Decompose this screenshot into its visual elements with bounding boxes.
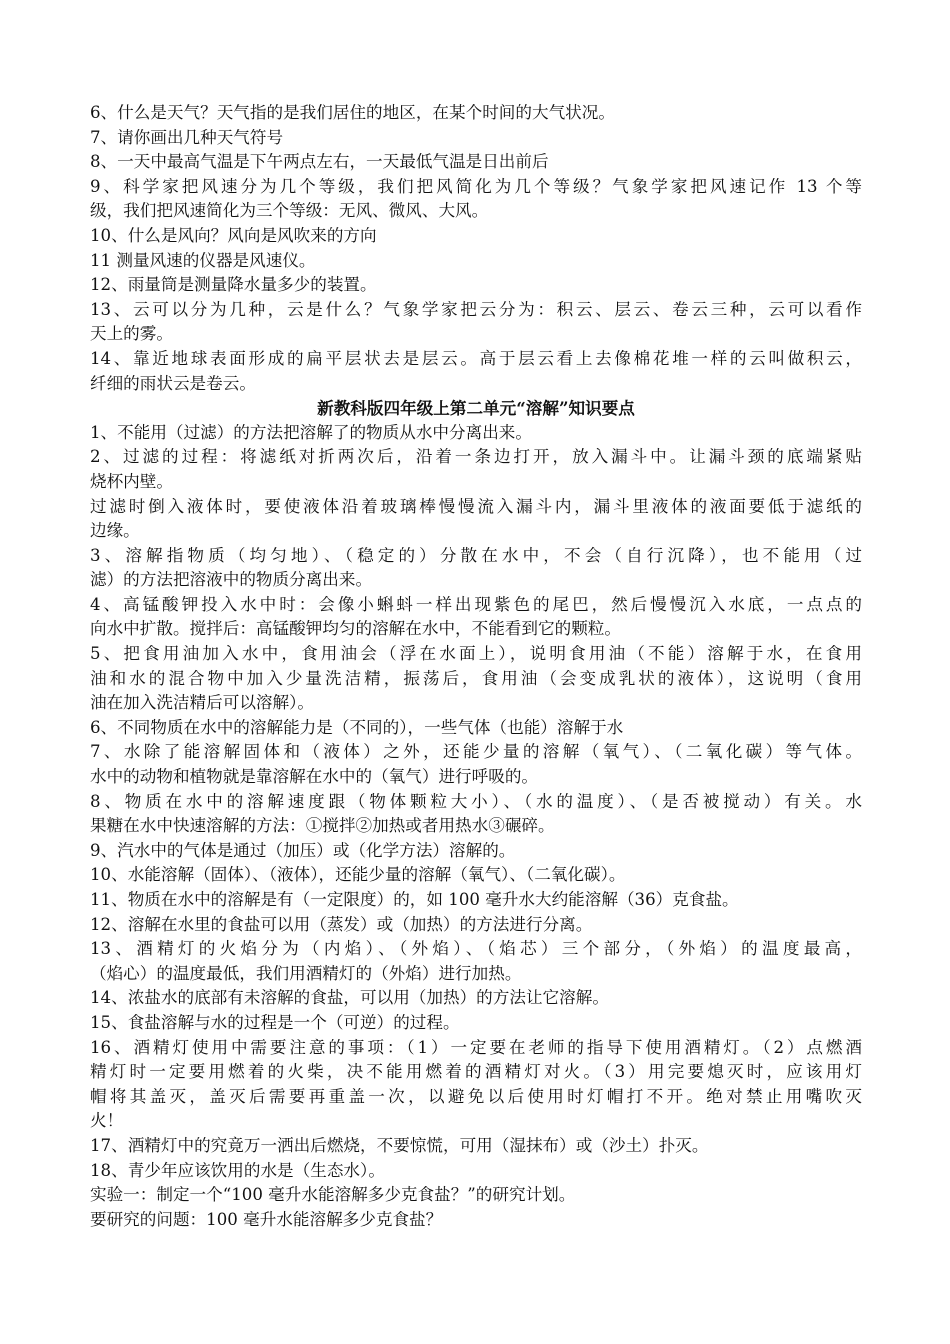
text-line: 纤细的雨状云是卷云。 <box>90 373 256 393</box>
text-line: 向水中扩散。搅拌后：高锰酸钾均匀的溶解在水中，不能看到它的颗粒。 <box>90 619 621 639</box>
text-line: 级，我们把风速简化为三个等级：无风、微风、大风。 <box>90 201 489 221</box>
text-line: 精灯时一定要用燃着的火柴，决不能用燃着的酒精灯对火。（3）用完要熄灭时，应该用灯 <box>90 1062 862 1082</box>
text-line: 11、物质在水中的溶解是有（一定限度）的，如 100 毫升水大约能溶解（36）克食盐。 <box>90 890 739 909</box>
text-line: 水中的动物和植物就是靠溶解在水中的（氧气）进行呼吸的。 <box>90 767 539 787</box>
text-line: （焰心）的温度最低，我们用酒精灯的（外焰）进行加热。 <box>90 963 522 983</box>
text-line: 烧杯内壁。 <box>90 471 173 491</box>
text-line: 15、食盐溶解与水的过程是一个（可逆）的过程。 <box>90 1012 460 1032</box>
text-line: 1、不能用（过滤）的方法把溶解了的物质从水中分离出来。 <box>90 422 532 442</box>
text-line: 7、水除了能溶解固体和（液体）之外，还能少量的溶解（氧气）、（二氧化碳）等气体。 <box>90 742 862 762</box>
text-line: 16、酒精灯使用中需要注意的事项：（1）一定要在老师的指导下使用酒精灯。（2）点燃酒 <box>90 1037 862 1057</box>
text-line: 6、什么是天气？天气指的是我们居住的地区，在某个时间的大气状况。 <box>90 103 615 122</box>
text-line: 果糖在水中快速溶解的方法：①搅拌②加热或者用热水③碾碎。 <box>90 816 555 836</box>
text-line: 实验一：制定一个“100 毫升水能溶解多少克食盐？”的研究计划。 <box>90 1185 576 1205</box>
text-line: 2、过滤的过程：将滤纸对折两次后，沿着一条边打开，放入漏斗中。让漏斗颈的底端紧贴 <box>90 447 862 467</box>
text-line: 13、酒精灯的火焰分为（内焰）、（外焰）、（焰芯）三个部分，（外焰）的温度最高， <box>90 939 862 959</box>
text-line: 12、溶解在水里的食盐可以用（蒸发）或（加热）的方法进行分离。 <box>90 914 593 934</box>
text-line: 8、一天中最高气温是下午两点左右，一天最低气温是日出前后 <box>90 152 549 172</box>
text-line: 14、浓盐水的底部有未溶解的食盐，可以用（加热）的方法让它溶解。 <box>90 988 609 1008</box>
text-line: 9、科学家把风速分为几个等级，我们把风简化为几个等级？气象学家把风速记作 13 个等 <box>90 176 862 196</box>
text-line: 3、溶解指物质（均匀地）、（稳定的）分散在水中，不会（自行沉降），也不能用（过 <box>90 545 862 565</box>
text-line: 12、雨量筒是测量降水量多少的装置。 <box>90 275 377 295</box>
text-line: 5、把食用油加入水中，食用油会（浮在水面上），说明食用油（不能）溶解于水，在食用 <box>90 644 862 664</box>
text-line: 要研究的问题：100 毫升水能溶解多少克食盐？ <box>90 1209 443 1229</box>
text-line: 帽将其盖灭，盖灭后需要再重盖一次，以避免以后使用时灯帽打不开。绝对禁止用嘴吹灭 <box>90 1086 862 1106</box>
section-heading: 新教科版四年级上第二单元“溶解”知识要点 <box>317 398 635 419</box>
text-line: 14、靠近地球表面形成的扁平层状去是层云。高于层云看上去像棉花堆一样的云叫做积云， <box>90 348 862 368</box>
text-line: 火！ <box>90 1111 124 1131</box>
text-line: 9、汽水中的气体是通过（加压）或（化学方法）溶解的。 <box>90 840 516 860</box>
text-line: 7、请你画出几种天气符号 <box>90 127 284 147</box>
text-line: 8、物质在水中的溶解速度跟（物体颗粒大小）、（水的温度）、（是否被搅动）有关。水 <box>90 791 862 811</box>
text-line: 油在加入洗洁精后可以溶解）。 <box>90 693 315 713</box>
text-line: 边缘。 <box>90 521 140 541</box>
text-line: 6、不同物质在水中的溶解能力是（不同的），一些气体（也能）溶解于水 <box>90 717 624 737</box>
text-line: 油和水的混合物中加入少量洗洁精，振荡后，食用油（会变成乳状的液体），这说明（食用 <box>90 668 862 688</box>
text-line: 13、云可以分为几种，云是什么？气象学家把云分为：积云、层云、卷云三种，云可以看作 <box>90 299 862 319</box>
text-line: 天上的雾。 <box>90 324 173 344</box>
text-line: 11 测量风速的仪器是风速仪。 <box>90 250 316 270</box>
text-line: 18、青少年应该饮用的水是（生态水）。 <box>90 1160 385 1180</box>
text-line: 过滤时倒入液体时，要使液体沿着玻璃棒慢慢流入漏斗内，漏斗里液体的液面要低于滤纸的 <box>90 496 862 516</box>
text-line: 4、高锰酸钾投入水中时：会像小蝌蚪一样出现紫色的尾巴，然后慢慢沉入水底，一点点的 <box>90 594 862 614</box>
text-line: 滤）的方法把溶液中的物质分离出来。 <box>90 570 373 590</box>
text-line: 10、水能溶解（固体）、（液体），还能少量的溶解（氧气）、（二氧化碳）。 <box>90 865 626 885</box>
document-page <box>90 101 862 1232</box>
text-line: 17、酒精灯中的究竟万一洒出后燃烧，不要惊慌，可用（湿抹布）或（沙土）扑灭。 <box>90 1135 709 1155</box>
text-line: 10、什么是风向？风向是风吹来的方向 <box>90 225 377 245</box>
